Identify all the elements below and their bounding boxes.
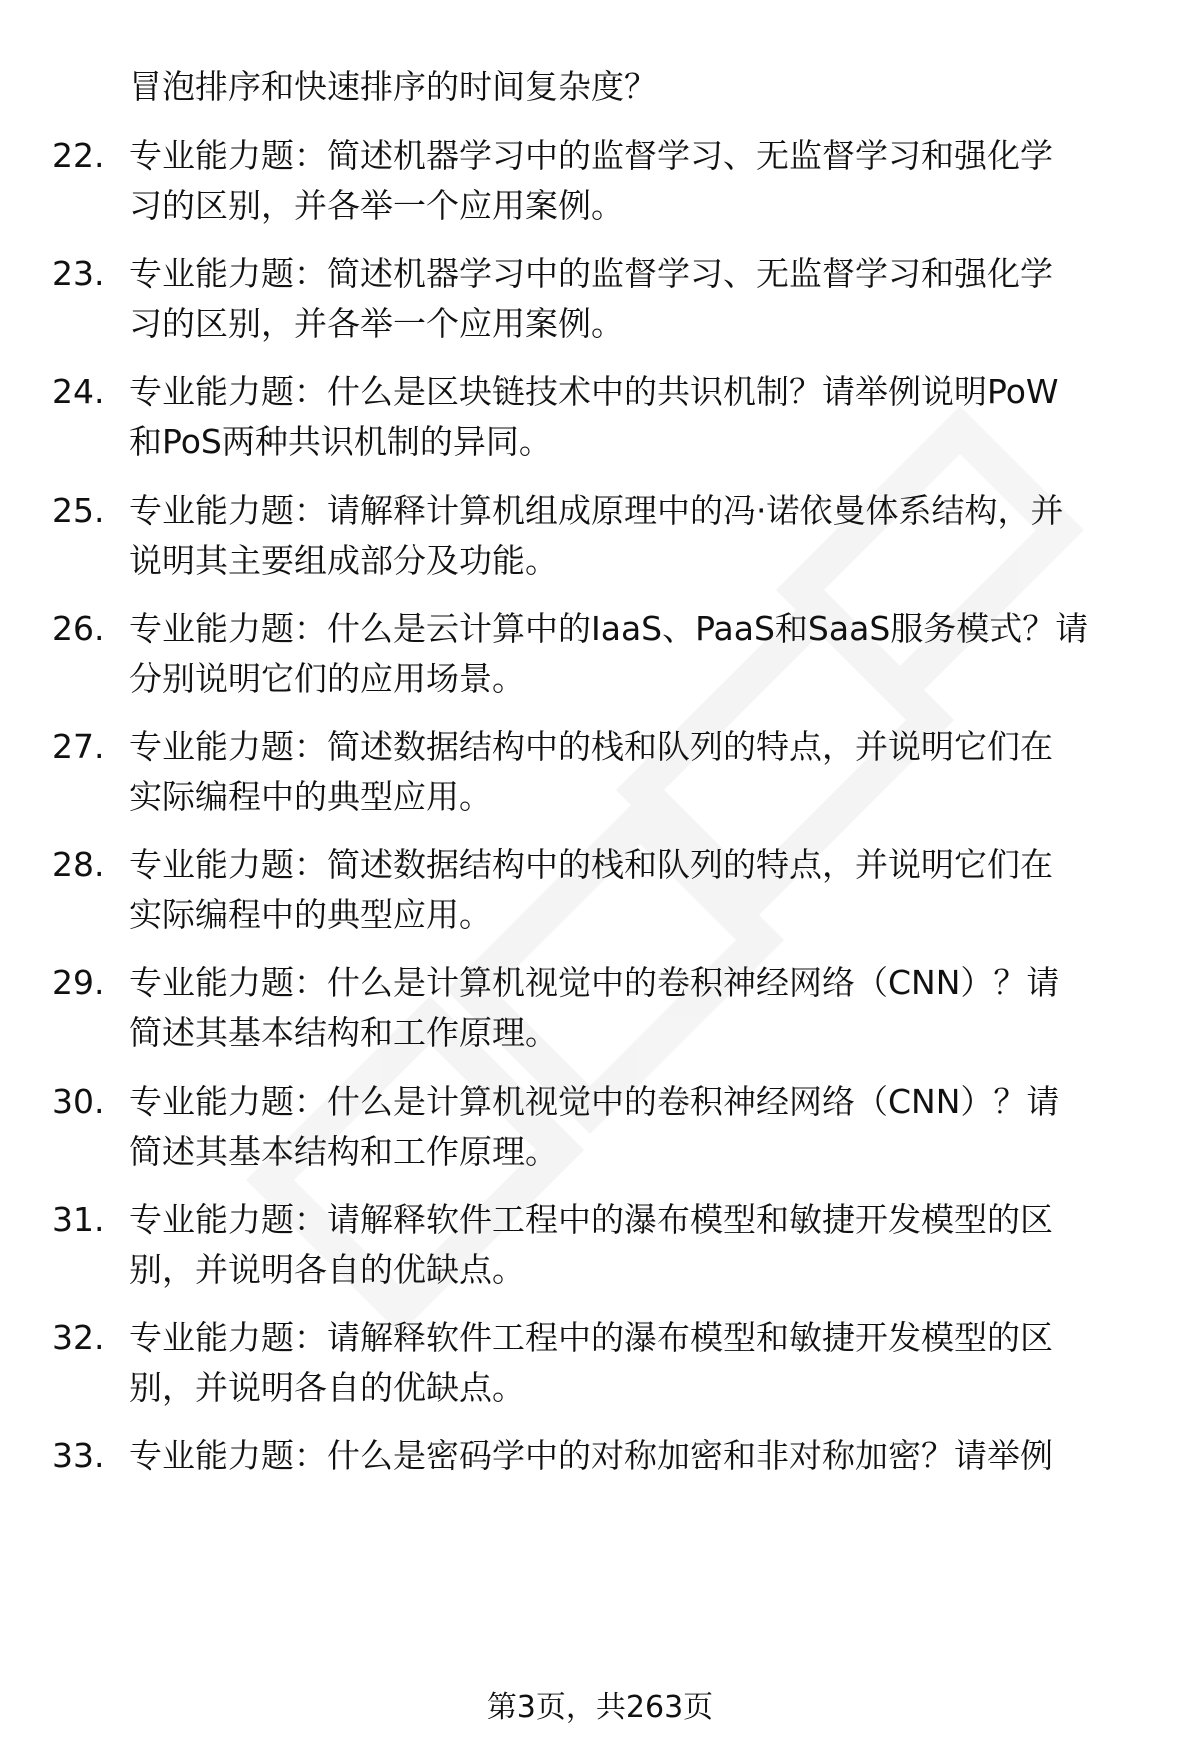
question-number: 22. [52,136,105,175]
question-text-line-2: 习的区别，并各举一个应用案例。 [129,304,624,344]
question-item [0,131,1200,241]
question-number: 30. [52,1081,105,1121]
question-text-line-1: 专业能力题：什么是密码学中的对称加密和非对称加密？请举例 [129,1436,1053,1476]
question-text-line-2: 习的区别，并各举一个应用案例。 [129,186,624,225]
question-number: 24. [52,372,105,412]
question-item [0,1431,1200,1541]
question-text-line-2: 说明其主要组成部分及功能。 [129,540,558,580]
question-item [0,840,1200,950]
question-text-line-2: 和PoS两种共识机制的异同。 [129,422,552,462]
question-item [0,367,1200,477]
question-number: 25. [52,490,105,530]
question-text-line-1: 专业能力题：简述数据结构中的栈和队列的特点，并说明它们在 [129,727,1053,766]
question-text-line-2: 别，并说明各自的优缺点。 [129,1368,525,1407]
question-text-line-1: 专业能力题：什么是计算机视觉中的卷积神经网络（CNN）？请 [129,963,1060,1003]
question-item [0,249,1200,359]
question-text-line-2: 简述其基本结构和工作原理。 [129,1131,558,1171]
page-footer: 第3页，共263页 [486,1690,714,1725]
question-text-line-2: 别，并说明各自的优缺点。 [129,1249,525,1289]
question-text-line-2: 实际编程中的典型应用。 [129,895,492,935]
question-text-line-1: 专业能力题：请解释软件工程中的瀑布模型和敏捷开发模型的区 [129,1199,1053,1239]
question-number: 33. [52,1436,105,1476]
question-text-line-1: 专业能力题：请解释软件工程中的瀑布模型和敏捷开发模型的区 [129,1318,1053,1357]
question-item [0,604,1200,714]
question-number: 31. [52,1199,105,1239]
question-number: 23. [52,254,105,294]
question-number: 26. [52,608,105,648]
question-item [0,486,1200,596]
question-text-line-2: 简述其基本结构和工作原理。 [129,1013,558,1053]
continued-question-text: 冒泡排序和快速排序的时间复杂度？ [129,67,657,106]
question-text-line-1: 专业能力题：什么是云计算中的IaaS、PaaS和SaaS服务模式？请 [129,608,1089,648]
question-item [0,958,1200,1068]
question-text-line-1: 专业能力题：请解释计算机组成原理中的冯·诺依曼体系结构，并 [129,490,1064,530]
question-number: 28. [52,845,105,885]
question-text-line-1: 专业能力题：什么是区块链技术中的共识机制？请举例说明PoW [129,372,1059,412]
question-item [0,1195,1200,1305]
question-text-line-2: 实际编程中的典型应用。 [129,777,492,816]
question-number: 29. [52,963,105,1003]
question-text-line-1: 专业能力题：简述机器学习中的监督学习、无监督学习和强化学 [129,136,1053,175]
question-number: 27. [52,727,105,766]
question-text-line-2: 分别说明它们的应用场景。 [129,658,525,698]
question-text-line-1: 专业能力题：什么是计算机视觉中的卷积神经网络（CNN）？请 [129,1081,1060,1121]
question-number: 32. [52,1318,105,1357]
question-item [0,722,1200,832]
question-item [0,1077,1200,1187]
question-text-line-1: 专业能力题：简述机器学习中的监督学习、无监督学习和强化学 [129,254,1053,294]
question-item [0,1313,1200,1423]
question-text-line-1: 专业能力题：简述数据结构中的栈和队列的特点，并说明它们在 [129,845,1053,885]
